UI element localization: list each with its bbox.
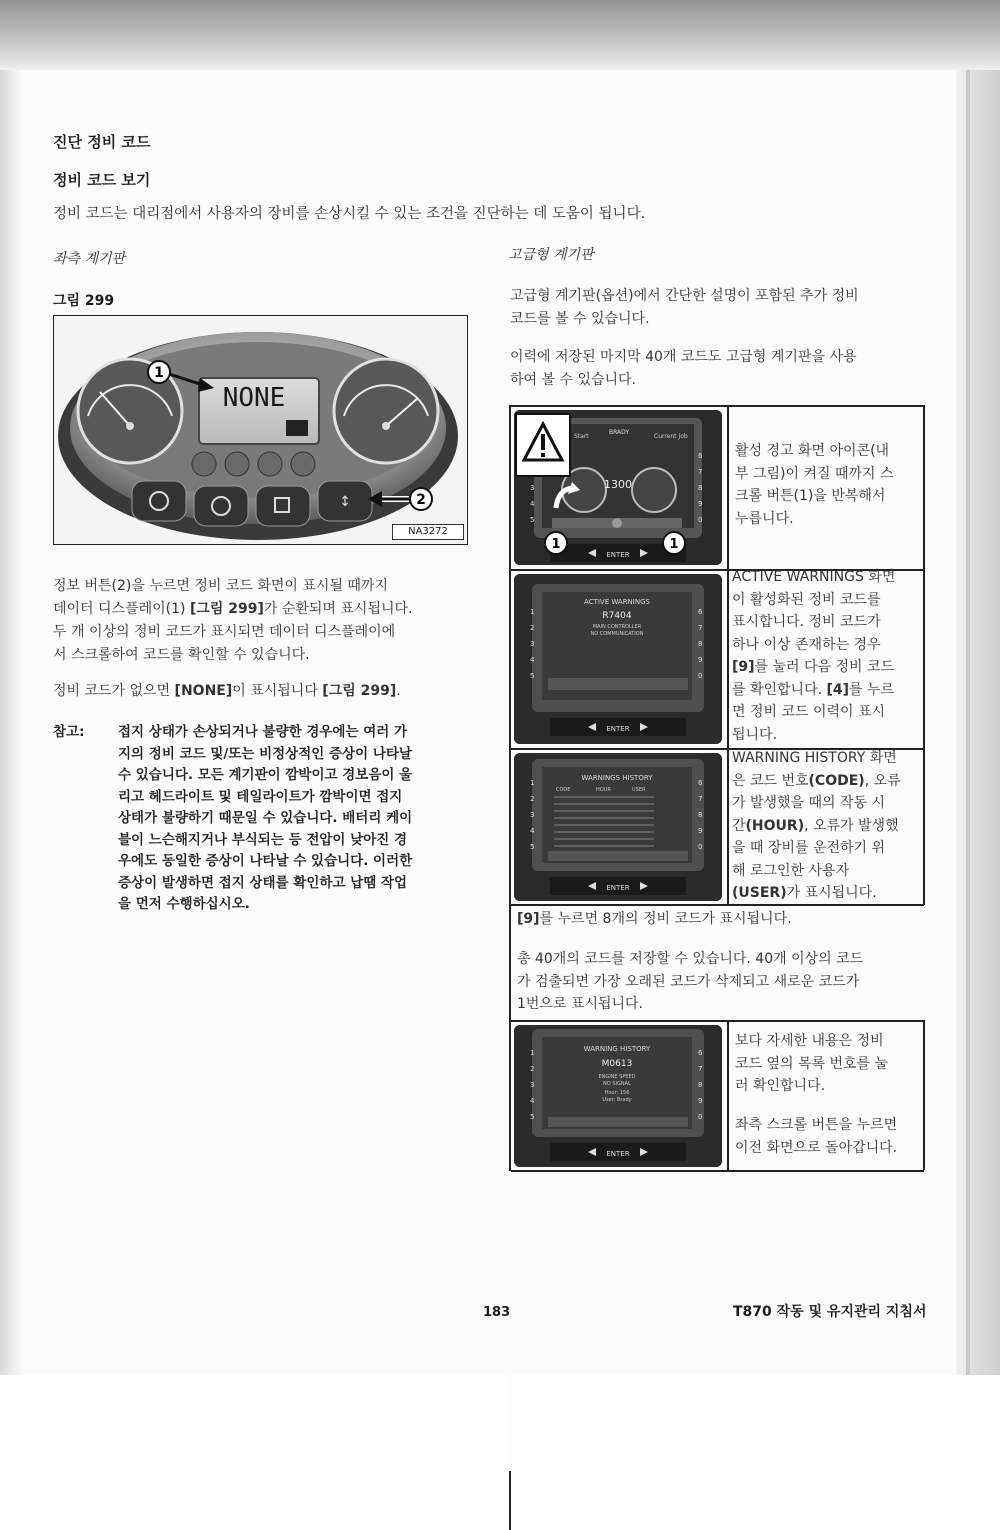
svg-text:9: 9 — [698, 656, 703, 664]
page-edge — [956, 70, 1000, 1375]
svg-text:7: 7 — [698, 624, 703, 632]
svg-text:Current Job: Current Job — [654, 433, 688, 440]
left-panel-subtitle: 좌측 계기판 — [53, 251, 126, 267]
svg-text:ENGINE SPEED: ENGINE SPEED — [598, 1074, 636, 1080]
manual-title: T870 작동 및 유지관리 지침서 — [733, 1304, 927, 1320]
svg-text:R7404: R7404 — [602, 611, 632, 621]
svg-text:1: 1 — [669, 537, 679, 552]
left-para-1-line-1: 정보 버튼(2)을 누르면 정비 코드 화면이 표시될 때까지 — [53, 578, 388, 594]
svg-text:NO SIGNAL: NO SIGNAL — [603, 1081, 631, 1087]
svg-text:9: 9 — [698, 1097, 703, 1105]
svg-text:5: 5 — [530, 1113, 535, 1121]
svg-text:3: 3 — [530, 1081, 535, 1089]
svg-text:6: 6 — [698, 779, 703, 787]
note-label: 참고: — [53, 724, 85, 740]
svg-text:9: 9 — [698, 827, 703, 835]
svg-text:7: 7 — [698, 1065, 703, 1073]
svg-text:2: 2 — [530, 1065, 535, 1073]
row5-text-2: 좌측 스크롤 버튼을 누르면 이전 화면으로 돌아갑니다. — [735, 1117, 898, 1156]
right-panel-subtitle: 고급형 계기판 — [508, 247, 594, 263]
svg-text:HOUR: HOUR — [596, 787, 611, 793]
svg-text:1: 1 — [530, 779, 535, 787]
svg-text:Start: Start — [574, 433, 589, 440]
screen-active-warnings — [514, 574, 722, 744]
svg-text:9: 9 — [698, 500, 703, 508]
svg-text:BRADY: BRADY — [609, 429, 630, 436]
section-heading: 진단 정비 코드 — [53, 133, 151, 151]
svg-text:0: 0 — [698, 843, 703, 851]
figure-299 — [53, 315, 468, 545]
table-border — [509, 1020, 924, 1022]
svg-text:ENTER: ENTER — [606, 551, 630, 559]
table-border — [509, 405, 924, 407]
svg-text:5: 5 — [530, 672, 535, 680]
callout-2: 2 — [416, 492, 426, 508]
svg-text:2: 2 — [530, 795, 535, 803]
page-edge-line — [966, 70, 970, 1375]
svg-text:WARNING HISTORY: WARNING HISTORY — [583, 1045, 651, 1053]
left-para-1-line-2: 데이터 디스플레이(1) [그림 299]가 순환되며 표시됩니다. — [53, 601, 413, 617]
svg-text:4: 4 — [530, 827, 535, 835]
row4-text: 총 40개의 코드를 저장할 수 있습니다. 40개 이상의 코드 가 검출되면 가장 오래된 코드가 삭제되고 새로운 코드가 1번으로 표시됩니다. — [517, 951, 864, 1012]
left-para-1-line-3: 두 개 이상의 정비 코드가 표시되면 데이터 디스플레이에 — [53, 624, 396, 640]
scan-top-shadow — [0, 0, 1000, 70]
svg-text:ENTER: ENTER — [606, 884, 630, 892]
svg-text:ACTIVE WARNINGS: ACTIVE WARNINGS — [584, 598, 650, 606]
page-number: 183 — [483, 1305, 511, 1320]
svg-text:WARNINGS HISTORY: WARNINGS HISTORY — [581, 774, 653, 782]
svg-text:1: 1 — [551, 537, 561, 552]
svg-text:3: 3 — [530, 484, 535, 492]
screen-active-warning-icon — [514, 410, 722, 565]
table-border — [509, 1170, 924, 1172]
row2-text: ACTIVE WARNINGS 화면 이 활성화된 정비 코드를 표시합니다. 정비 코드가 하나 이상 존재하는 경우 [9]를 눌러 다음 정비 코드 를 확인합니다. [4]를 누르 면 정비 코드 이력이 표시 됩니다. — [732, 569, 896, 743]
svg-text:↕: ↕ — [339, 494, 351, 510]
section-subheading: 정비 코드 보기 — [53, 171, 151, 189]
svg-text:USER: USER — [632, 787, 646, 793]
svg-text:ENTER: ENTER — [606, 725, 630, 733]
svg-text:M0613: M0613 — [601, 1059, 633, 1069]
svg-text:7: 7 — [698, 468, 703, 476]
svg-text:1300: 1300 — [604, 478, 632, 491]
svg-text:0: 0 — [698, 1113, 703, 1121]
svg-text:4: 4 — [530, 656, 535, 664]
left-para-2: 정비 코드가 없으면 [NONE]이 표시됩니다 [그림 299]. — [53, 683, 401, 699]
intro-text: 정비 코드는 대리점에서 사용자의 장비를 손상시킬 수 있는 조건을 진단하는 데 도움이 됩니다. — [53, 206, 646, 222]
svg-text:8: 8 — [698, 1081, 703, 1089]
figure-label: 그림 299 — [53, 293, 115, 309]
screen-warning-history-detail — [514, 1025, 722, 1167]
lcd-display-text: NONE — [222, 383, 286, 413]
table-border — [923, 1020, 925, 1170]
svg-text:Hour: 156: Hour: 156 — [604, 1090, 630, 1096]
row4-line1: [9]를 누르면 8개의 정비 코드가 표시됩니다. — [517, 911, 792, 927]
svg-text:MAIN CONTROLLER: MAIN CONTROLLER — [592, 624, 642, 630]
svg-text:5: 5 — [530, 516, 535, 524]
left-para-1 — [53, 575, 473, 667]
svg-text:0: 0 — [698, 516, 703, 524]
binding-shadow — [0, 70, 22, 1375]
right-para-2: 이력에 저장된 마지막 40개 코드도 고급형 계기판을 사용 하여 볼 수 있습니다. — [510, 349, 857, 388]
row3-text: WARNING HISTORY 화면 은 코드 번호(CODE), 오류 가 발생했을 때의 작동 시 간(HOUR), 오류가 발생했 을 때 장비를 운전하기 위 해 로그인한 사용자 (USER)가 표시됩니다. — [732, 750, 901, 901]
table-border — [727, 405, 729, 905]
svg-text:1: 1 — [530, 608, 535, 616]
note-body: 접지 상태가 손상되거나 불량한 경우에는 여러 가 지의 정비 코드 및/또는 비정상적인 증상이 나타날 수 있습니다. 모든 계기판이 깜박이고 경보음이 울 리고 헤드라이트 및 테일라이트가 깜박이면 접지 상태가 불량하기 때문일 수 있습니다. 배터리 케이 블이 느슨해지거나 부식되는 등 전압이 낮아진 경 우에도 동일한 증상이 나타날 수 있습니다. 이러한 증상이 발생하면 접지 상태를 확인하고 납땜 작업 을 먼저 수행하십시오. — [118, 724, 413, 912]
svg-text:6: 6 — [698, 608, 703, 616]
svg-text:CODE: CODE — [556, 787, 571, 793]
right-para-1: 고급형 계기판(옵션)에서 간단한 설명이 포함된 추가 정비 코드를 볼 수 있습니다. — [510, 288, 859, 327]
svg-text:NO COMMUNICATION: NO COMMUNICATION — [590, 631, 644, 637]
svg-text:3: 3 — [530, 640, 535, 648]
screen-warnings-history — [514, 753, 722, 901]
svg-text:8: 8 — [698, 484, 703, 492]
svg-text:4: 4 — [530, 500, 535, 508]
svg-text:8: 8 — [698, 640, 703, 648]
svg-text:1: 1 — [530, 1049, 535, 1057]
svg-text:3: 3 — [530, 811, 535, 819]
svg-text:2: 2 — [530, 624, 535, 632]
svg-text:8: 8 — [698, 811, 703, 819]
table-border — [727, 1020, 729, 1170]
svg-text:4: 4 — [530, 1097, 535, 1105]
row5-text-1: 보다 자세한 내용은 정비 코드 옆의 목록 번호를 눌 러 확인합니다. — [735, 1033, 889, 1094]
svg-text:5: 5 — [530, 843, 535, 851]
svg-text:User: Brady: User: Brady — [602, 1097, 632, 1103]
callout-1: 1 — [154, 365, 164, 381]
svg-text:0: 0 — [698, 672, 703, 680]
svg-text:6: 6 — [698, 452, 703, 460]
svg-text:7: 7 — [698, 795, 703, 803]
left-para-1-line-4: 서 스크롤하여 코드를 확인할 수 있습니다. — [53, 647, 310, 663]
figure-code: NA3272 — [392, 524, 464, 540]
left-panel-illustration — [54, 316, 467, 544]
svg-text:ENTER: ENTER — [606, 1150, 630, 1158]
svg-text:6: 6 — [698, 1049, 703, 1057]
row1-text: 활성 경고 화면 아이콘(내 부 그림)이 켜질 때까지 스 크롤 버튼(1)을 반복해서 누릅니다. — [735, 443, 894, 527]
